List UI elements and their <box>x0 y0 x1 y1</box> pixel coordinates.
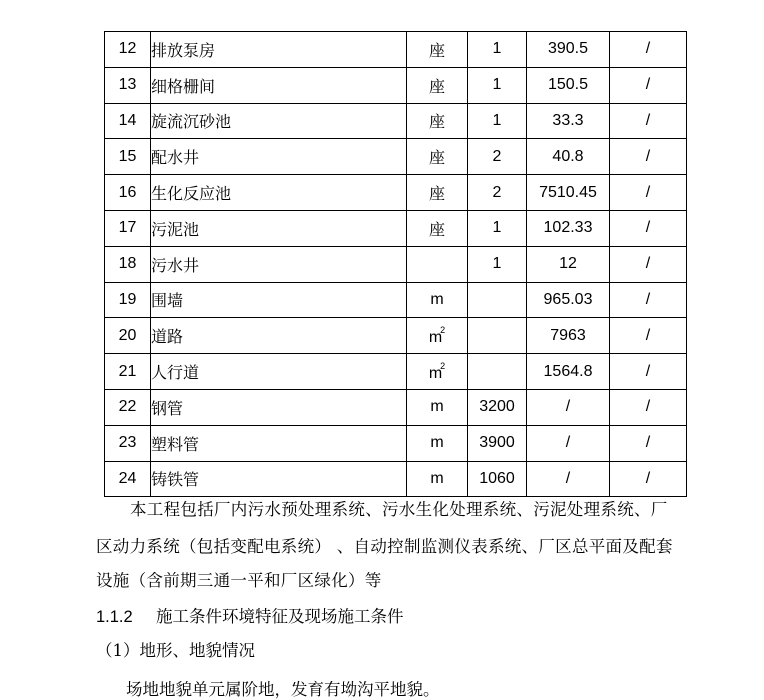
row-number-cell: 15 <box>105 139 151 175</box>
note-cell: / <box>610 67 687 103</box>
note-cell: / <box>610 32 687 68</box>
row-number-cell: 16 <box>105 175 151 211</box>
unit-cell: $m^2$ <box>407 354 468 390</box>
value-cell: / <box>527 389 610 425</box>
facility-name-cell: 道路 <box>151 318 407 354</box>
note-cell: / <box>610 318 687 354</box>
note-cell: / <box>610 175 687 211</box>
quantity-cell: 1 <box>468 246 527 282</box>
quantity-cell <box>468 282 527 318</box>
quantity-cell: 1 <box>468 210 527 246</box>
row-number-cell: 21 <box>105 354 151 390</box>
paragraph-line-1: 本工程包括厂内污水预处理系统、污水生化处理系统、污泥处理系统、厂 <box>130 500 668 519</box>
value-cell: 33.3 <box>527 103 610 139</box>
value-cell: 1564.8 <box>527 354 610 390</box>
facility-name-cell: 塑料管 <box>151 425 407 461</box>
unit-cell: $m^2$ <box>407 318 468 354</box>
unit-superscript: 2 <box>440 324 446 335</box>
paragraph-line-2: 区动力系统（包括变配电系统） 、自动控制监测仪表系统、厂区总平面及配套 <box>96 537 673 556</box>
note-cell: / <box>610 282 687 318</box>
quantity-cell <box>468 318 527 354</box>
facility-name-cell: 排放泵房 <box>151 32 407 68</box>
table-row <box>105 354 687 390</box>
value-cell: / <box>527 461 610 497</box>
table-row <box>105 282 687 318</box>
row-number-cell: 17 <box>105 210 151 246</box>
facility-name-cell: 铸铁管 <box>151 461 407 497</box>
quantity-cell: 1 <box>468 67 527 103</box>
quantity-cell <box>468 354 527 390</box>
facility-name-cell: 配水井 <box>151 139 407 175</box>
quantity-cell: 1060 <box>468 461 527 497</box>
table-row <box>105 318 687 354</box>
table-row <box>105 246 687 282</box>
quantity-cell: 1 <box>468 103 527 139</box>
facility-name-cell: 人行道 <box>151 354 407 390</box>
table-row <box>105 425 687 461</box>
table-row <box>105 32 687 68</box>
note-cell: / <box>610 246 687 282</box>
quantity-cell: 2 <box>468 175 527 211</box>
unit-cell: m <box>407 389 468 425</box>
unit-cell: 座 <box>407 175 468 211</box>
note-cell: / <box>610 425 687 461</box>
unit-superscript: 2 <box>440 360 446 371</box>
section-heading <box>96 603 404 627</box>
note-cell: / <box>610 103 687 139</box>
table-row <box>105 461 687 497</box>
value-cell: 150.5 <box>527 67 610 103</box>
value-cell: 40.8 <box>527 139 610 175</box>
table-row <box>105 67 687 103</box>
section-number: 1.1.2 <box>96 608 133 626</box>
facility-name-cell: 细格栅间 <box>151 67 407 103</box>
cut-off-line: 场地地貌单元属阶地，发育有坳沟平地貌。 <box>126 680 440 699</box>
row-number-cell: 14 <box>105 103 151 139</box>
facility-name-cell: 围墙 <box>151 282 407 318</box>
unit-cell: 座 <box>407 210 468 246</box>
subsection-heading: （1）地形、地貌情况 <box>96 641 255 660</box>
facility-table <box>104 31 687 497</box>
note-cell: / <box>610 210 687 246</box>
value-cell: 7963 <box>527 318 610 354</box>
unit-cell <box>407 246 468 282</box>
row-number-cell: 23 <box>105 425 151 461</box>
quantity-cell: 3200 <box>468 389 527 425</box>
unit-cell: 座 <box>407 67 468 103</box>
unit-cell: 座 <box>407 139 468 175</box>
table-row <box>105 139 687 175</box>
row-number-cell: 22 <box>105 389 151 425</box>
value-cell: 102.33 <box>527 210 610 246</box>
note-cell: / <box>610 461 687 497</box>
paragraph-line-3: 设施（含前期三通一平和厂区绿化）等 <box>96 571 382 590</box>
row-number-cell: 19 <box>105 282 151 318</box>
facility-name-cell: 污水井 <box>151 246 407 282</box>
row-number-cell: 20 <box>105 318 151 354</box>
table-row <box>105 175 687 211</box>
unit-cell: m <box>407 461 468 497</box>
row-number-cell: 13 <box>105 67 151 103</box>
note-cell: / <box>610 389 687 425</box>
unit-cell: 座 <box>407 103 468 139</box>
note-cell: / <box>610 354 687 390</box>
table-row <box>105 389 687 425</box>
value-cell: 12 <box>527 246 610 282</box>
facility-table-body <box>105 32 687 497</box>
facility-name-cell: 旋流沉砂池 <box>151 103 407 139</box>
note-cell: / <box>610 139 687 175</box>
quantity-cell: 1 <box>468 32 527 68</box>
row-number-cell: 12 <box>105 32 151 68</box>
facility-name-cell: 污泥池 <box>151 210 407 246</box>
unit-cell: m <box>407 282 468 318</box>
table-row <box>105 103 687 139</box>
table-row <box>105 210 687 246</box>
quantity-cell: 3900 <box>468 425 527 461</box>
value-cell: 965.03 <box>527 282 610 318</box>
value-cell: 7510.45 <box>527 175 610 211</box>
section-title: 施工条件环境特征及现场施工条件 <box>156 607 404 626</box>
facility-name-cell: 钢管 <box>151 389 407 425</box>
row-number-cell: 24 <box>105 461 151 497</box>
quantity-cell: 2 <box>468 139 527 175</box>
unit-cell: 座 <box>407 32 468 68</box>
row-number-cell: 18 <box>105 246 151 282</box>
value-cell: / <box>527 425 610 461</box>
facility-name-cell: 生化反应池 <box>151 175 407 211</box>
value-cell: 390.5 <box>527 32 610 68</box>
unit-cell: m <box>407 425 468 461</box>
